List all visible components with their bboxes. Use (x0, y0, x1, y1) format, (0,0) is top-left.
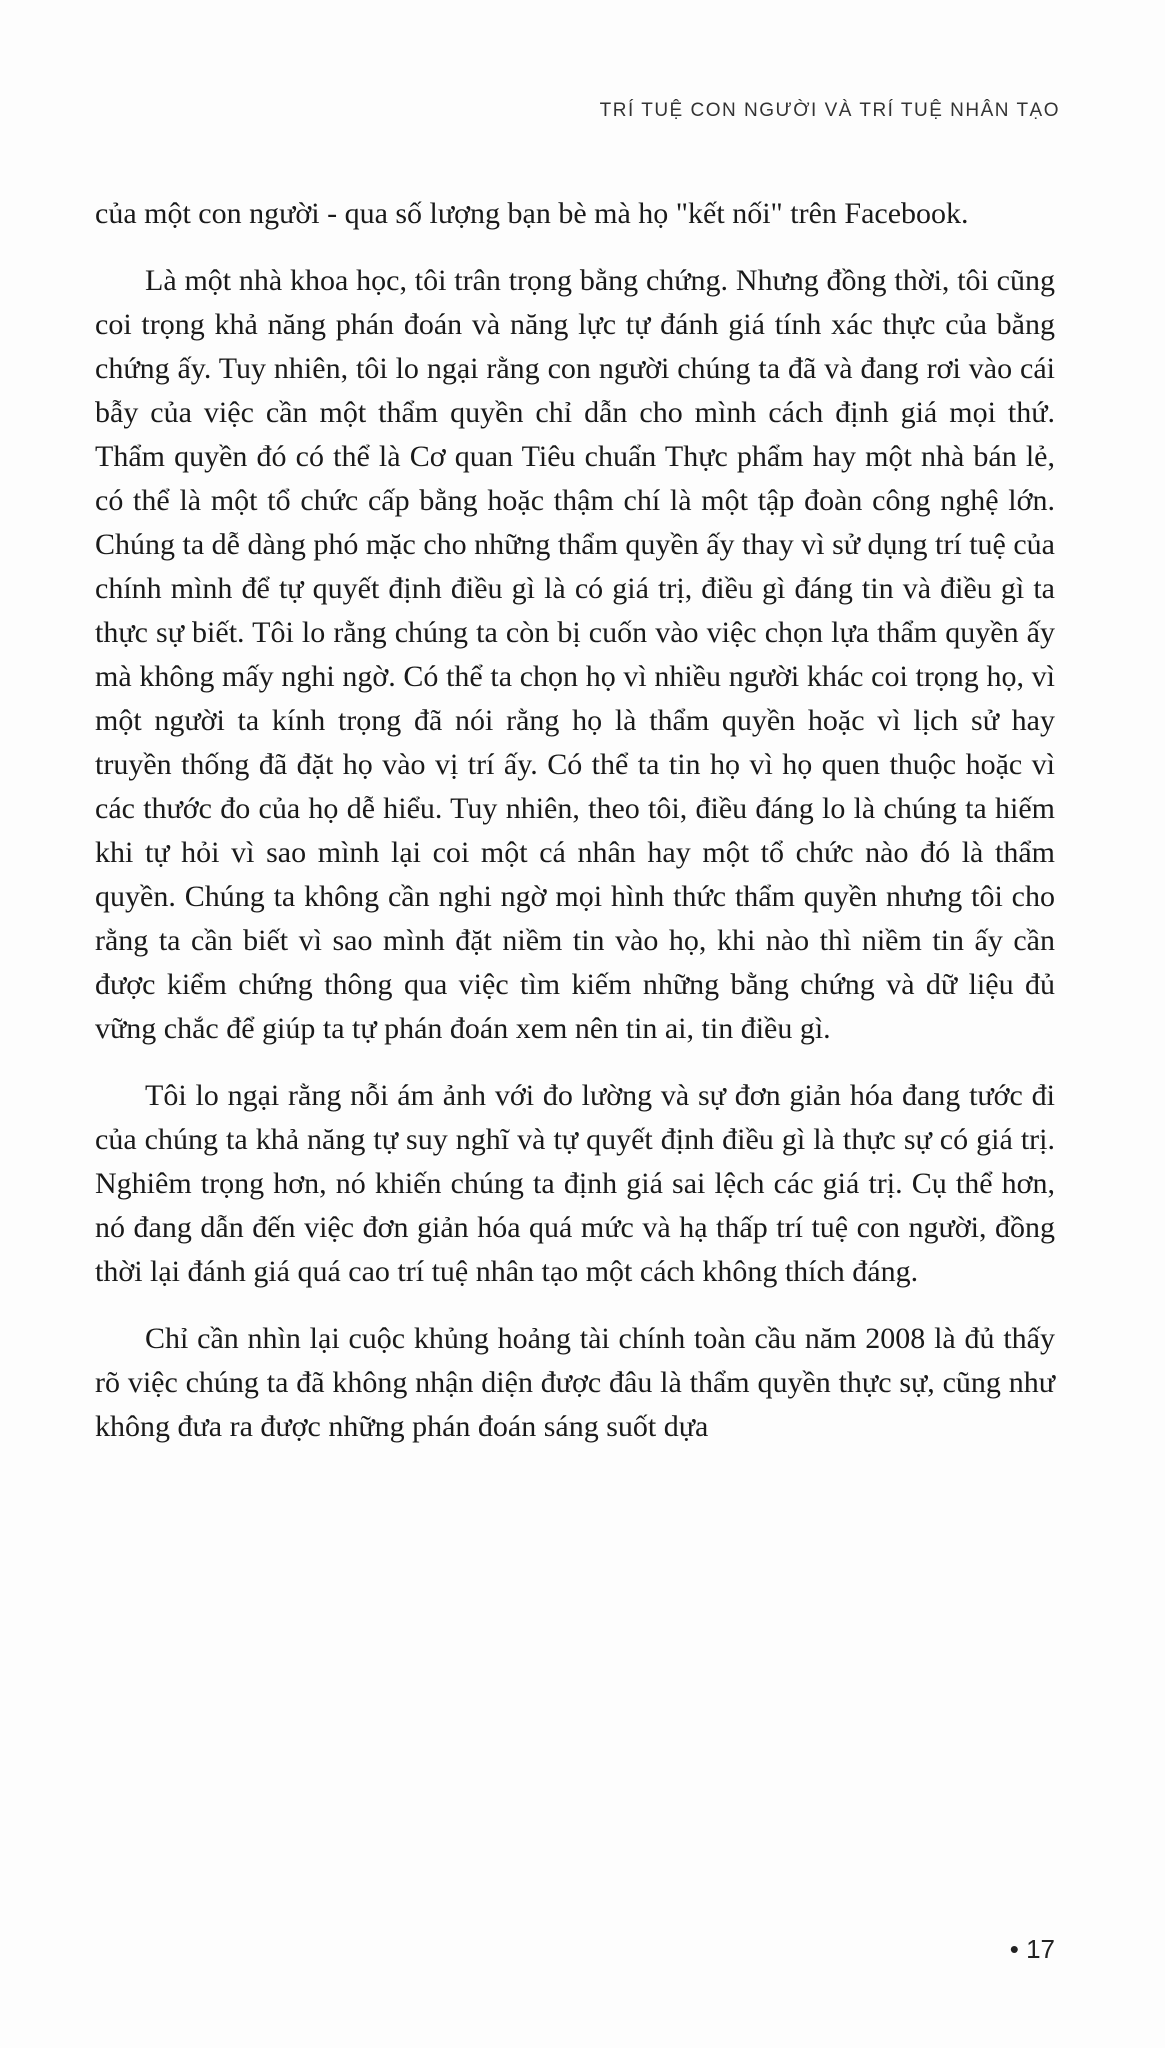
running-head: TRÍ TUỆ CON NGƯỜI VÀ TRÍ TUỆ NHÂN TẠO (599, 100, 1060, 121)
paragraph: Là một nhà khoa học, tôi trân trọng bằng chứng. Nhưng đồng thời, tôi cũng coi trọng khả năng phán đoán và năng lực tự đánh giá tính xác thực của bằng chứng ấy. Tuy nhiên, tôi lo ngại rằng con người chúng ta đã và đang rơi vào cái bẫy của việc cần một thẩm quyền chỉ dẫn cho mình cách định giá mọi thứ. Thẩm quyền đó có thể là Cơ quan Tiêu chuẩn Thực phẩm hay một nhà bán lẻ, có thể là một tổ chức cấp bằng hoặc thậm chí là một tập đoàn công nghệ lớn. Chúng ta dễ dàng phó mặc cho những thẩm quyền ấy thay vì sử dụng trí tuệ của chính mình để tự quyết định điều gì là có giá trị, điều gì đáng tin và điều gì ta thực sự biết. Tôi lo rằng chúng ta còn bị cuốn vào việc chọn lựa thẩm quyền ấy mà không mấy nghi ngờ. Có thể ta chọn họ vì nhiều người khác coi trọng họ, vì một người ta kính trọng đã nói rằng họ là thẩm quyền hoặc vì lịch sử hay truyền thống đã đặt họ vào vị trí ấy. Có thể ta tin họ vì họ quen thuộc hoặc vì các thước đo của họ dễ hiểu. Tuy nhiên, theo tôi, điều đáng lo là chúng ta hiếm khi tự hỏi vì sao mình lại coi một cá nhân hay một tổ chức nào đó là thẩm quyền. Chúng ta không cần nghi ngờ mọi hình thức thẩm quyền nhưng tôi cho rằng ta cần biết vì sao mình đặt niềm tin vào họ, khi nào thì niềm tin ấy cần được kiểm chứng thông qua việc tìm kiếm những bằng chứng và dữ liệu đủ vững chắc để giúp ta tự phán đoán xem nên tin ai, tin điều gì. (95, 264, 1055, 1045)
paragraph: Tôi lo ngại rằng nỗi ám ảnh với đo lường và sự đơn giản hóa đang tước đi của chúng ta khả năng tự suy nghĩ và tự quyết định điều gì là thực sự có giá trị. Nghiêm trọng hơn, nó khiến chúng ta định giá sai lệch các giá trị. Cụ thể hơn, nó đang dẫn đến việc đơn giản hóa quá mức và hạ thấp trí tuệ con người, đồng thời lại đánh giá quá cao trí tuệ nhân tạo một cách không thích đáng. (95, 1079, 1055, 1288)
paragraph: của một con người - qua số lượng bạn bè mà họ "kết nối" trên Facebook. (95, 197, 969, 230)
page-number: • 17 (1009, 1934, 1055, 1964)
paragraph: Chỉ cần nhìn lại cuộc khủng hoảng tài chính toàn cầu năm 2008 là đủ thấy rõ việc chúng ta đã không nhận diện được đâu là thẩm quyền thực sự, cũng như không đưa ra được những phán đoán sáng suốt dựa (95, 1322, 1055, 1443)
body-text (95, 192, 1055, 1472)
